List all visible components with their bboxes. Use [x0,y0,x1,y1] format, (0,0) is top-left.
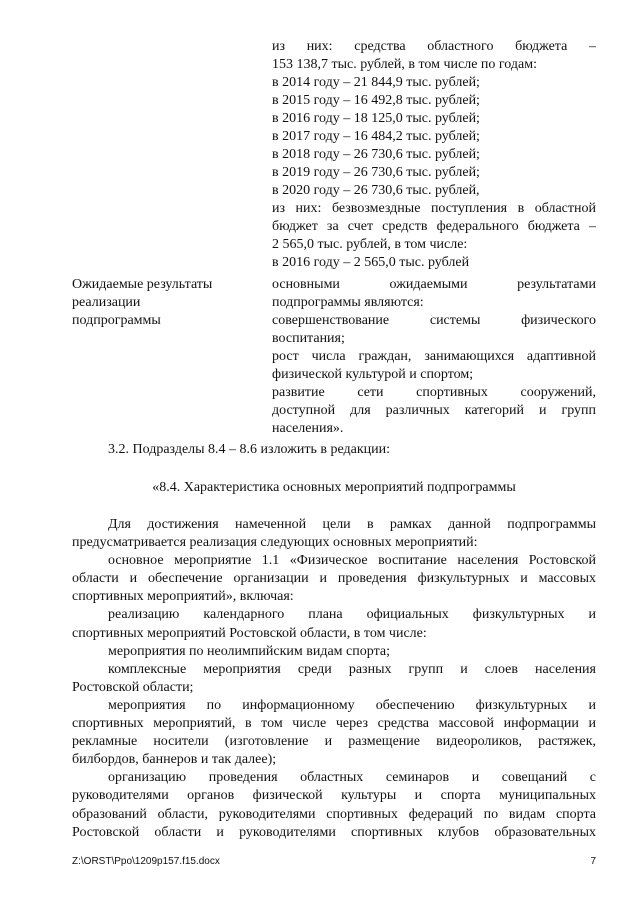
results-line: подпрограммы являются: [272,295,424,310]
results-line: основными ожидаемыми результатами [272,277,596,292]
funding-line: 153 138,7 тыс. рублей, в том числе по годам: [272,57,537,72]
funding-line: в 2016 году – 18 125,0 тыс. рублей; [272,111,480,126]
section-heading [72,479,596,497]
page-number: 7 [590,856,596,867]
body-line: руководителями органов физической культуры и спорта муниципальных [72,788,596,804]
body-text [72,516,596,842]
body-line: основное мероприятие 1.1 «Физическое воспитание населения Ростовской [108,553,596,569]
body-line: спортивных мероприятий», включая: [72,589,294,605]
section-heading-text: «8.4. Характеристика основных мероприятий подпрограммы [152,480,516,495]
results-line: физической культурой и спортом; [272,367,474,382]
funding-line: в 2020 году – 26 730,6 тыс. рублей, [272,183,480,198]
results-line: воспитания; [272,331,345,346]
results-line: рост числа граждан, занимающихся адаптивной [272,349,596,364]
funding-line: в 2014 году – 21 844,9 тыс. рублей; [272,75,480,90]
results-line: совершенствование системы физического [272,313,596,328]
body-line: Ростовской области и руководителями спортивных клубов образовательных [72,824,596,840]
body-line: организацию проведения областных семинаров и совещаний с [108,770,596,786]
body-line: образований области, руководителями спортивных федераций по видам спорта [72,806,596,822]
file-path: Z:\ORST\Ppo\1209p157.f15.docx [72,856,220,867]
body-line: билбордов, баннеров и так далее); [72,752,277,768]
results-label-line: Ожидаемые результаты [72,277,213,292]
body-line: Ростовской области; [72,679,194,695]
page-footer [72,856,596,867]
body-line: мероприятия по неолимпийским видам спорта; [108,643,390,659]
body-line: предусматривается реализация следующих основных мероприятий: [72,535,478,551]
body-line: реализацию календарного плана официальных физкультурных и [108,607,596,623]
results-value-cell [272,276,596,438]
body-line: спортивных мероприятий, в том числе через средства массовой информации и [72,716,596,732]
passport-table [72,38,596,438]
funding-line: в 2019 году – 26 730,6 тыс. рублей; [272,165,480,180]
results-label-line: подпрограммы [72,313,161,328]
funding-line: в 2017 году – 16 484,2 тыс. рублей; [272,129,480,144]
body-line: мероприятия по информационному обеспечению физкультурных и [108,697,596,713]
item-3-2-text: 3.2. Подразделы 8.4 – 8.6 изложить в редакции: [108,442,391,457]
results-line: доступной для различных категорий и групп [272,403,596,418]
body-line: области и обеспечение организации и проведения физкультурных и массовых [72,571,596,587]
funding-line: 2 565,0 тыс. рублей, в том числе: [272,237,468,252]
funding-value-cell [272,38,596,272]
results-line: населения». [272,421,344,436]
funding-line: в 2015 году – 16 492,8 тыс. рублей; [272,93,480,108]
funding-line: из них: средства областного бюджета – [272,39,596,54]
funding-line: бюджет за счет средств федерального бюджета – [272,219,596,234]
body-line: спортивных мероприятий Ростовской области, в том числе: [72,625,427,641]
results-line: развитие сети спортивных сооружений, [272,385,596,400]
funding-line: из них: безвозмездные поступления в областной [272,201,596,216]
results-row [72,276,596,438]
body-line: комплексные мероприятия среди разных групп и слоев населения [108,661,596,677]
funding-line: в 2018 году – 26 730,6 тыс. рублей; [272,147,480,162]
body-line: Для достижения намеченной цели в рамках данной подпрограммы [108,517,596,532]
body-line: рекламные носители (изготовление и размещение видеороликов, растяжек, [72,734,596,750]
item-3-2 [72,441,596,459]
results-label-line: реализации [72,295,141,310]
funding-line: в 2016 году – 2 565,0 тыс. рублей [272,255,470,270]
funding-label-cell [72,38,272,272]
results-label-cell [72,276,272,438]
funding-row [72,38,596,272]
